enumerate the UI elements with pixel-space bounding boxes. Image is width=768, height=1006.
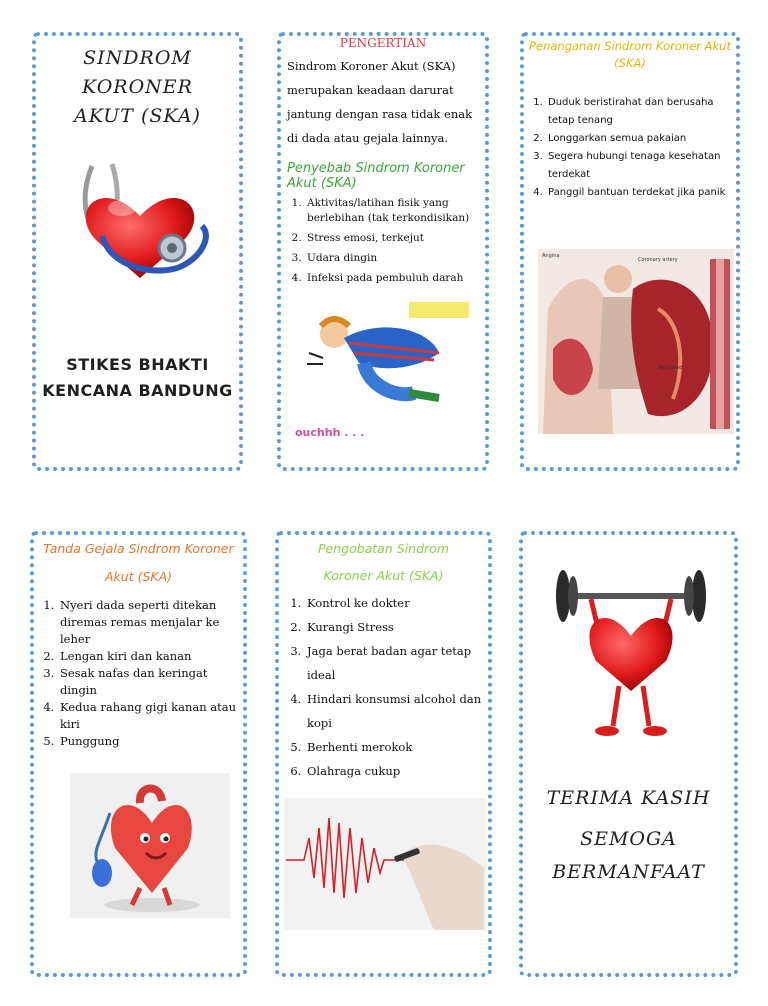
list-item: 1. Aktivitas/latihan fisik yang berlebihan (tak terkondisikan) [305, 196, 479, 226]
treatment-steps-list [528, 94, 732, 202]
list-item: 1. Nyeri dada seperti ditekan diremas remas menjalar ke leher [58, 597, 237, 648]
list-item: 3. Udara dingin [305, 251, 479, 266]
treatment-list [287, 591, 482, 783]
thanks-panel [519, 531, 738, 977]
svg-text:Angina: Angina [542, 253, 560, 259]
list-item: 5. Punggung [58, 733, 237, 750]
list-item: 2. Lengan kiri dan kanan [58, 648, 237, 665]
treatment-steps-heading: Penanganan Sindrom Koroner Akut (SKA) [529, 39, 731, 70]
symptoms-list [40, 597, 237, 750]
list-item: 2. Longgarkan semua pakaian [546, 130, 732, 148]
causes-heading: Penyebab Sindrom Koroner Akut (SKA) [287, 161, 465, 191]
treatment-heading: Pengobatan Sindrom Koroner Akut (SKA) [317, 541, 449, 583]
list-item: 4. Hindari konsumsi alcohol dan kopi [305, 687, 482, 735]
list-item: 3. Segera hubungi tenaga kesehatan terdekat [546, 148, 732, 184]
cover-panel [32, 32, 243, 471]
svg-text:Coronary artery: Coronary artery [638, 257, 678, 263]
definition-text: Sindrom Koroner Akut (SKA) merupakan keadaan darurat jantung dengan rasa tidak enak di dada atau gejala lainnya. [287, 59, 473, 145]
heart-character-image [70, 773, 230, 918]
stethoscope-heart-image [62, 156, 217, 286]
definition-panel [277, 32, 489, 471]
treatment-steps-panel [520, 32, 740, 471]
list-item: 1. Kontrol ke dokter [305, 591, 482, 615]
symptoms-panel [30, 531, 247, 977]
list-item: 3. Sesak nafas dan keringat dingin [58, 665, 237, 699]
symptoms-heading: Tanda Gejala Sindrom Koroner Akut (SKA) [43, 541, 234, 584]
list-item: 1. Duduk beristirahat dan berusaha tetap tenang [546, 94, 732, 130]
list-item: 4. Panggil bantuan terdekat jika panik [546, 184, 732, 202]
list-item: 6. Olahraga cukup [305, 759, 482, 783]
angina-anatomy-diagram [538, 249, 734, 434]
list-item: 5. Berhenti merokok [305, 735, 482, 759]
cover-title: SINDROM KORONER AKUT (SKA) [74, 47, 201, 127]
thanks-text: TERIMA KASIH [546, 787, 711, 809]
cartoon-caption: ouchhh . . . [295, 426, 365, 439]
closing-wish: SEMOGA BERMANFAAT [552, 828, 705, 883]
treatment-panel [275, 531, 492, 977]
definition-heading: PENGERTIAN [339, 36, 427, 50]
list-item: 4. Infeksi pada pembuluh darah [305, 271, 479, 286]
svg-text:Narrowed: Narrowed [658, 365, 683, 371]
list-item: 2. Kurangi Stress [305, 615, 482, 639]
list-item: 3. Jaga berat badan agar tetap ideal [305, 639, 482, 687]
heartbeat-drawing-image [284, 798, 486, 930]
weightlifting-heart-image [551, 561, 711, 743]
list-item: 4. Kedua rahang gigi kanan atau kiri [58, 699, 237, 733]
organization-name: STIKES BHAKTI KENCANA BANDUNG [42, 355, 233, 400]
chest-pain-cartoon [289, 298, 469, 428]
causes-list [287, 196, 479, 291]
list-item: 2. Stress emosi, terkejut [305, 231, 479, 246]
